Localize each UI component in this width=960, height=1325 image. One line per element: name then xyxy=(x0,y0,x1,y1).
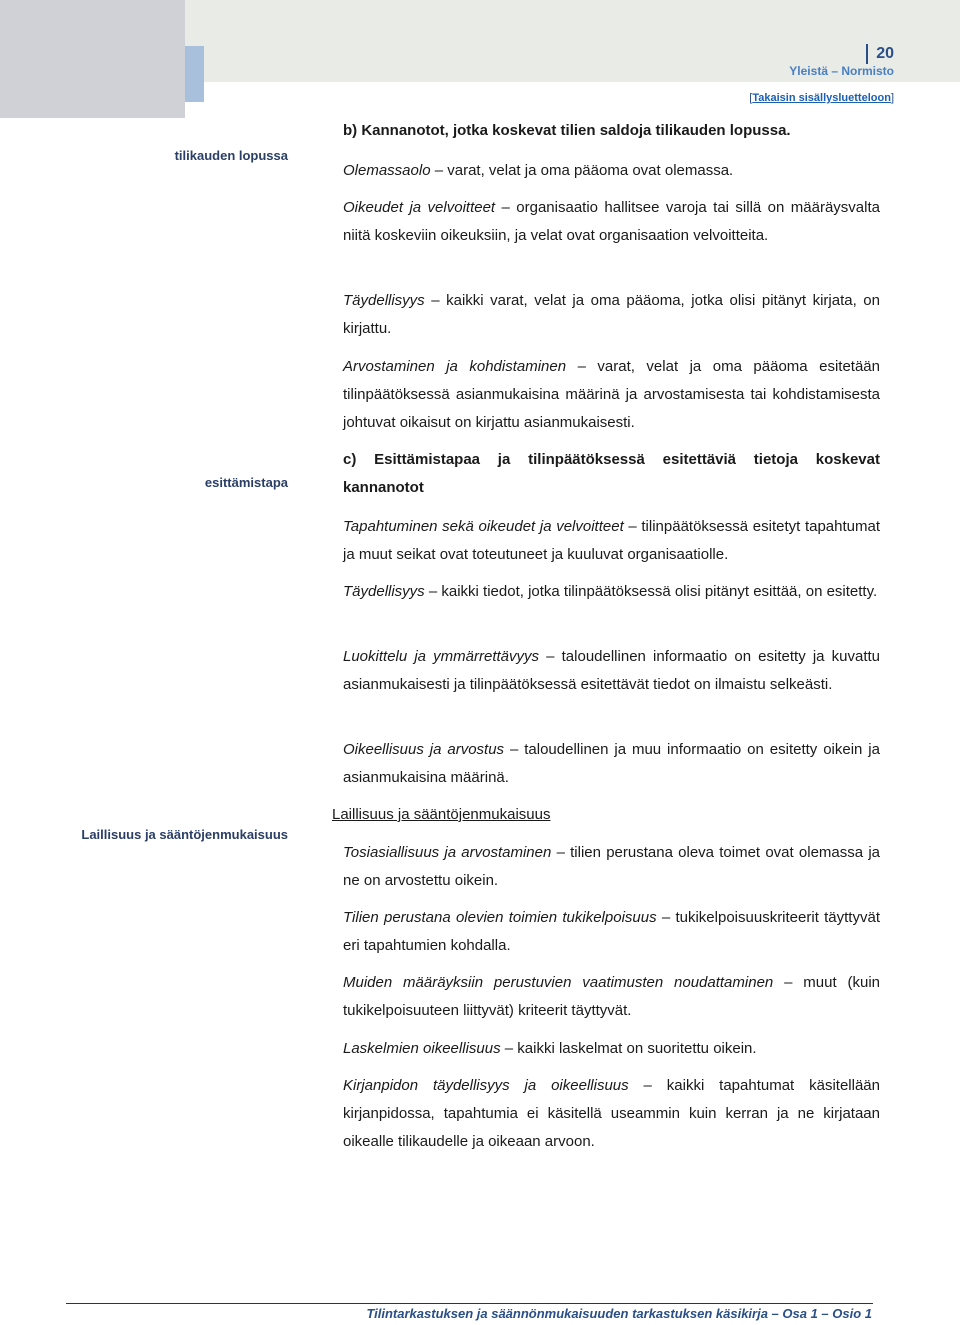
paragraph-arvostaminen: Arvostaminen ja kohdistaminen – varat, velat ja oma pääoma esitetään tilinpäätöksessä asianmukaisina määrinä ja arvostamisesta tai kohdistamisesta johtuvat oikaisut on kirjattu asianmukaisesti. xyxy=(343,358,880,431)
term: Kirjanpidon täydellisyys ja oikeellisuus xyxy=(343,1077,629,1094)
paragraph-laskelmien: Laskelmien oikeellisuus – kaikki laskelmat on suoritettu oikein. xyxy=(343,1040,757,1057)
term: Täydellisyys xyxy=(343,292,425,309)
margin-note-esittamistapa: esittämistapa xyxy=(204,475,288,490)
paragraph-oikeellisuus: Oikeellisuus ja arvostus – taloudellinen ja muu informaatio on esitetty oikein ja asianmukaisina määrinä. xyxy=(343,741,880,786)
paragraph-muiden: Muiden määräyksiin perustuvien vaatimusten noudattaminen – muut (kuin tukikelpoisuuteen liittyvät) kriteerit täyttyvät. xyxy=(343,974,880,1019)
term: Laskelmien oikeellisuus xyxy=(343,1040,501,1057)
paragraph-tosiasiallisuus: Tosiasiallisuus ja arvostaminen – tilien perustana oleva toimet ovat olemassa ja ne on arvostettu oikein. xyxy=(343,844,880,889)
definition: taloudellinen informaatio on esitetty ja kuvattu asianmukaisesti ja tilinpäätöksessä esitettävät tiedot on ilmaistu selkeästi. xyxy=(343,648,880,693)
footer-title: Tilintarkastuksen ja säännönmukaisuuden tarkastuksen käsikirja – Osa 1 – Osio 1 xyxy=(366,1306,872,1321)
definition: varat, velat ja oma pääoma ovat olemassa. xyxy=(447,162,734,179)
paragraph-oikeudet: Oikeudet ja velvoitteet – organisaatio hallitsee varoja tai sillä on määräysvalta niitä koskeviin oikeuksiin, ja velat ovat organisaation velvoitteita. xyxy=(343,199,880,244)
definition: kaikki tiedot, jotka tilinpäätöksessä olisi pitänyt esittää, on esitetty. xyxy=(441,583,878,600)
section-heading-laillisuus: Laillisuus ja sääntöjenmukaisuus xyxy=(332,806,551,823)
paragraph-kirjanpidon: Kirjanpidon täydellisyys ja oikeellisuus – kaikki tapahtumat käsitellään kirjanpidossa, tapahtumia ei käsitellä useammin kuin kerran ja ne kirjataan oikealle tilikaudelle ja oikeaan arvoon. xyxy=(343,1077,880,1150)
definition: kaikki laskelmat on suoritettu oikein. xyxy=(517,1040,757,1057)
term: Oikeellisuus ja arvostus xyxy=(343,741,505,758)
term: Olemassaolo xyxy=(343,162,431,179)
term: Täydellisyys xyxy=(343,583,425,600)
paragraph-luokittelu: Luokittelu ja ymmärrettävyys – taloudellinen informaatio on esitetty ja kuvattu asianmukaisesti ja tilinpäätöksessä esitettävät tiedot on ilmaistu selkeästi. xyxy=(343,648,880,693)
term: Oikeudet ja velvoitteet xyxy=(343,199,496,216)
back-link-wrapper: [Takaisin sisällysluetteloon] xyxy=(749,92,894,104)
header-blue-tab xyxy=(185,46,204,102)
back-to-toc-link[interactable]: Takaisin sisällysluetteloon xyxy=(752,92,891,104)
paragraph-taydellisyys-2: Täydellisyys – kaikki tiedot, jotka tilinpäätöksessä olisi pitänyt esittää, on esitetty. xyxy=(343,583,878,600)
definition: tilien perustana oleva toimet ovat olemassa ja ne on arvostettu oikein. xyxy=(343,844,880,889)
definition: varat, velat ja oma pääoma esitetään tilinpäätöksessä asianmukaisina määrinä ja arvostamisesta tai kohdistamisesta johtuvat oikaisut on kirjattu asianmukaisesti. xyxy=(343,358,880,431)
term: Muiden määräyksiin perustuvien vaatimusten noudattaminen xyxy=(343,974,774,991)
margin-note-laillisuus: Laillisuus ja sääntöjenmukaisuus xyxy=(81,827,288,842)
term: Luokittelu ja ymmärrettävyys xyxy=(343,648,540,665)
margin-note-tilikauden: tilikauden lopussa xyxy=(174,148,288,163)
definition: kaikki tapahtumat käsitellään kirjanpidossa, tapahtumia ei käsitellä useammin kuin kerran ja ne kirjataan oikealle tilikaudelle ja oikeaan arvoon. xyxy=(343,1077,880,1150)
definition: tukikelpoisuuskriteerit täyttyvät eri tapahtumien kohdalla. xyxy=(343,909,880,954)
paragraph-olemassaolo: Olemassaolo – varat, velat ja oma pääoma ovat olemassa. xyxy=(343,162,734,179)
section-heading-b: b) Kannanotot, jotka koskevat tilien saldoja tilikauden lopussa. xyxy=(343,122,791,139)
footer-divider xyxy=(66,1303,873,1304)
definition: organisaatio hallitsee varoja tai sillä on määräysvalta niitä koskeviin oikeuksiin, ja velat ovat organisaation velvoitteita. xyxy=(343,199,880,244)
definition: muut (kuin tukikelpoisuuteen liittyvät) kriteerit täyttyvät. xyxy=(343,974,880,1019)
section-title: Yleistä – Normisto xyxy=(789,64,894,78)
paragraph-tapahtuminen: Tapahtuminen sekä oikeudet ja velvoitteet – tilinpäätöksessä esitetyt tapahtumat ja muut seikat ovat toteutuneet ja kuuluvat organisaatiolle. xyxy=(343,518,880,563)
term: Tosiasiallisuus ja arvostaminen xyxy=(343,844,552,861)
page-number: 20 xyxy=(866,44,894,64)
definition: kaikki varat, velat ja oma pääoma, jotka olisi pitänyt kirjata, on kirjattu. xyxy=(343,292,880,337)
term: Arvostaminen ja kohdistaminen xyxy=(343,358,567,375)
paragraph-tilien-perustana: Tilien perustana olevien toimien tukikelpoisuus – tukikelpoisuuskriteerit täyttyvät eri tapahtumien kohdalla. xyxy=(343,909,880,954)
paragraph-taydellisyys-1: Täydellisyys – kaikki varat, velat ja oma pääoma, jotka olisi pitänyt kirjata, on kirjattu. xyxy=(343,292,880,337)
term: Tilien perustana olevien toimien tukikelpoisuus xyxy=(343,909,657,926)
section-heading-c: c) Esittämistapaa ja tilinpäätöksessä esitettäviä tietoja koskevat kannanotot xyxy=(343,451,880,496)
term: Tapahtuminen sekä oikeudet ja velvoitteet xyxy=(343,518,624,535)
definition: tilinpäätöksessä esitetyt tapahtumat ja muut seikat ovat toteutuneet ja kuuluvat organisaatiolle. xyxy=(343,518,880,563)
header-gray-block xyxy=(0,0,185,118)
definition: taloudellinen ja muu informaatio on esitetty oikein ja asianmukaisina määrinä. xyxy=(343,741,880,786)
